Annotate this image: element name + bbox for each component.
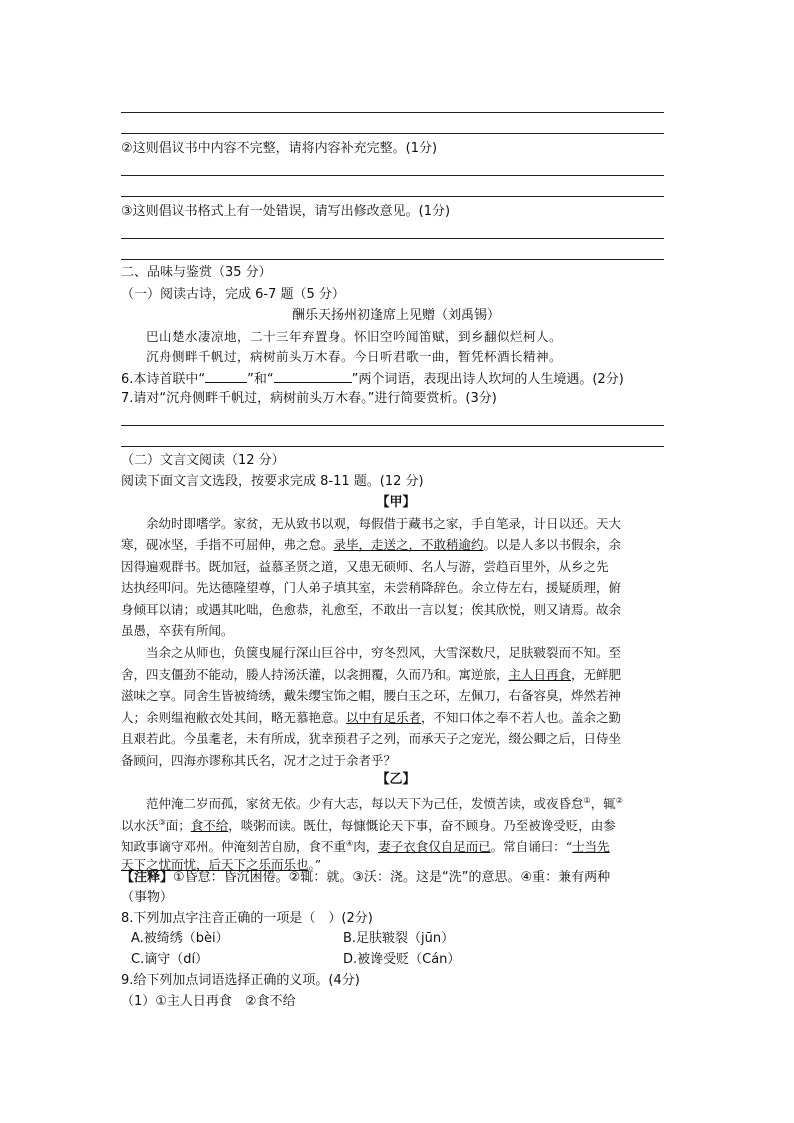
answer-blank[interactable]	[274, 370, 352, 383]
option-d[interactable]: D.被谗受贬（Cán）	[343, 952, 461, 967]
question-9: 9.给下列加点词语选择正确的义项。(4分)	[121, 973, 360, 988]
prose-part-heading: （二）文言文阅读（12 分）	[121, 453, 285, 468]
passage-jia-line: 滋味之享。同舍生皆被绮绣，戴朱缨宝饰之帽，腰白玉之环，左佩刀，右备容臭，烨然若神	[121, 688, 622, 703]
underlined-phrase: 以中有足乐者	[346, 710, 422, 725]
passage-jia-line: 身倾耳以请；或遇其叱咄，色愈恭，礼愈至，不敢出一言以复；俟其欣悦，则又请焉。故余	[121, 602, 622, 617]
question-7: 7.请对“沉舟侧畔千帆过，病树前头万木春。”进行简要赏析。(3分)	[121, 391, 497, 406]
question-6-prefix: 6.本诗首联中“	[121, 372, 206, 387]
passage-jia-line: 人；余则缊袍敝衣处其间，略无慕艳意。以中有足乐者，不知口体之奉不若人也。盖余之勤	[121, 710, 622, 725]
question-6-suffix: ”两个词语，表现出诗人坎坷的人生境遇。(2分)	[351, 372, 624, 387]
question-6-mid: ”和“	[247, 372, 274, 387]
prose-instruction: 阅读下面文言文选段，按要求完成 8-11 题。(12 分)	[121, 474, 424, 489]
underlined-sentence: 妻子衣食仅自足而已	[378, 839, 491, 855]
passage-yi-line: 知政事谪守邓州。仲淹刻苦自励，食不重④肉，妻子衣食仅自足而已。常自诵曰：“士当先	[121, 839, 610, 855]
annotation-continued: （事物）	[121, 890, 174, 905]
passage-yi-label: 【乙】	[376, 772, 416, 787]
answer-line	[121, 259, 664, 260]
passage-jia-line: 舍，四支僵劲不能动，媵人持汤沃灌，以衾拥覆，久而乃和。寓逆旅，主人日再食，无鲜肥	[121, 667, 622, 682]
answer-line	[121, 175, 664, 176]
answer-line	[121, 112, 664, 113]
underlined-phrase: 食不给	[190, 818, 229, 834]
underlined-sentence: 天下之忧而忧，后天下之乐而乐也	[121, 857, 309, 872]
answer-line	[121, 238, 664, 239]
question-9-sub-1: （1）①主人日再食 ②食不给	[121, 994, 296, 1009]
underlined-sentence: 士当先	[572, 839, 610, 855]
passage-yi-line: 以水沃③面；食不给，啖粥而读。既仕，每慷慨论天下事，奋不顾身。乃至被谗受贬，由参	[121, 818, 616, 834]
section-heading: 二、品味与鉴赏（35 分）	[121, 265, 272, 280]
underlined-sentence: 录毕，走送之，不敢稍逾约	[333, 537, 484, 552]
passage-jia-line: 寒，砚冰坚，手指不可屈伸，弗之怠。录毕，走送之，不敢稍逾约。以是人多以书假余，余	[121, 537, 622, 552]
passage-jia-line: 且艰若此。今虽耄老，未有所成，犹幸预君子之列，而承天子之宠光，缀公卿之后，日侍坐	[121, 731, 622, 746]
passage-yi-line: 天下之忧而忧，后天下之乐而乐也。”	[121, 857, 322, 872]
answer-blank[interactable]	[205, 370, 247, 383]
poem-line-2: 沉舟侧畔千帆过，病树前头万木春。今日听君歌一曲，暂凭杯酒长精神。	[146, 349, 563, 364]
option-c[interactable]: C.谪守（dí）	[131, 952, 209, 967]
annotation: 【注释】①昏怠：昏沉困倦。②辄：就。③沃：浇。这是“洗”的意思。④重：兼有两种	[121, 870, 611, 885]
answer-line	[121, 133, 664, 134]
underlined-phrase: 主人日再食	[508, 667, 572, 682]
passage-jia-line: 因得遍观群书。既加冠，益慕圣贤之道，又患无硕师、名人与游，尝趋百里外，从乡之先	[121, 559, 609, 574]
poem-part-heading: （一）阅读古诗，完成 6-7 题（5 分）	[121, 287, 345, 302]
poem-title: 酬乐天扬州初逢席上见赠（刘禹锡）	[291, 308, 500, 323]
question-6	[121, 370, 671, 389]
passage-yi-line: 范仲淹二岁而孤，家贫无依。少有大志，每以天下为己任，发愤苦读，或夜昏怠①，辄②	[146, 796, 623, 812]
answer-line	[121, 196, 664, 197]
option-b[interactable]: B.足肤皲裂（jūn）	[343, 931, 455, 946]
passage-jia-label: 【甲】	[376, 495, 416, 510]
poem-line-1: 巴山楚水凄凉地，二十三年弃置身。怀旧空吟闻笛赋，到乡翻似烂柯人。	[146, 329, 563, 344]
option-a[interactable]: A.被绮绣（bèi）	[131, 931, 229, 946]
question-5-2: ②这则倡议书中内容不完整，请将内容补充完整。(1分)	[121, 141, 438, 156]
question-8: 8.下列加点字注音正确的一项是（ ）(2分)	[121, 911, 373, 926]
passage-jia-line: 当余之从师也，负箧曳屣行深山巨谷中，穷冬烈风，大雪深数尺，足肤皲裂而不知。至	[146, 645, 622, 660]
passage-jia-line: 达执经叩问。先达德隆望尊，门人弟子填其室，未尝稍降辞色。余立侍左右，援疑质理，俯	[121, 580, 622, 595]
answer-line	[121, 446, 664, 447]
answer-line	[121, 425, 664, 426]
passage-jia-line: 虽愚，卒获有所闻。	[121, 623, 234, 638]
annotation-label: 【注释】	[121, 870, 174, 885]
question-5-3: ③这则倡议书格式上有一处错误，请写出修改意见。(1分)	[121, 204, 451, 219]
passage-jia-line: 备顾问，四海亦谬称其氏名，况才之过于余者乎？	[121, 753, 397, 768]
passage-jia-line: 余幼时即嗜学。家贫，无从致书以观，每假借于藏书之家，手自笔录，计日以还。天大	[146, 516, 622, 531]
